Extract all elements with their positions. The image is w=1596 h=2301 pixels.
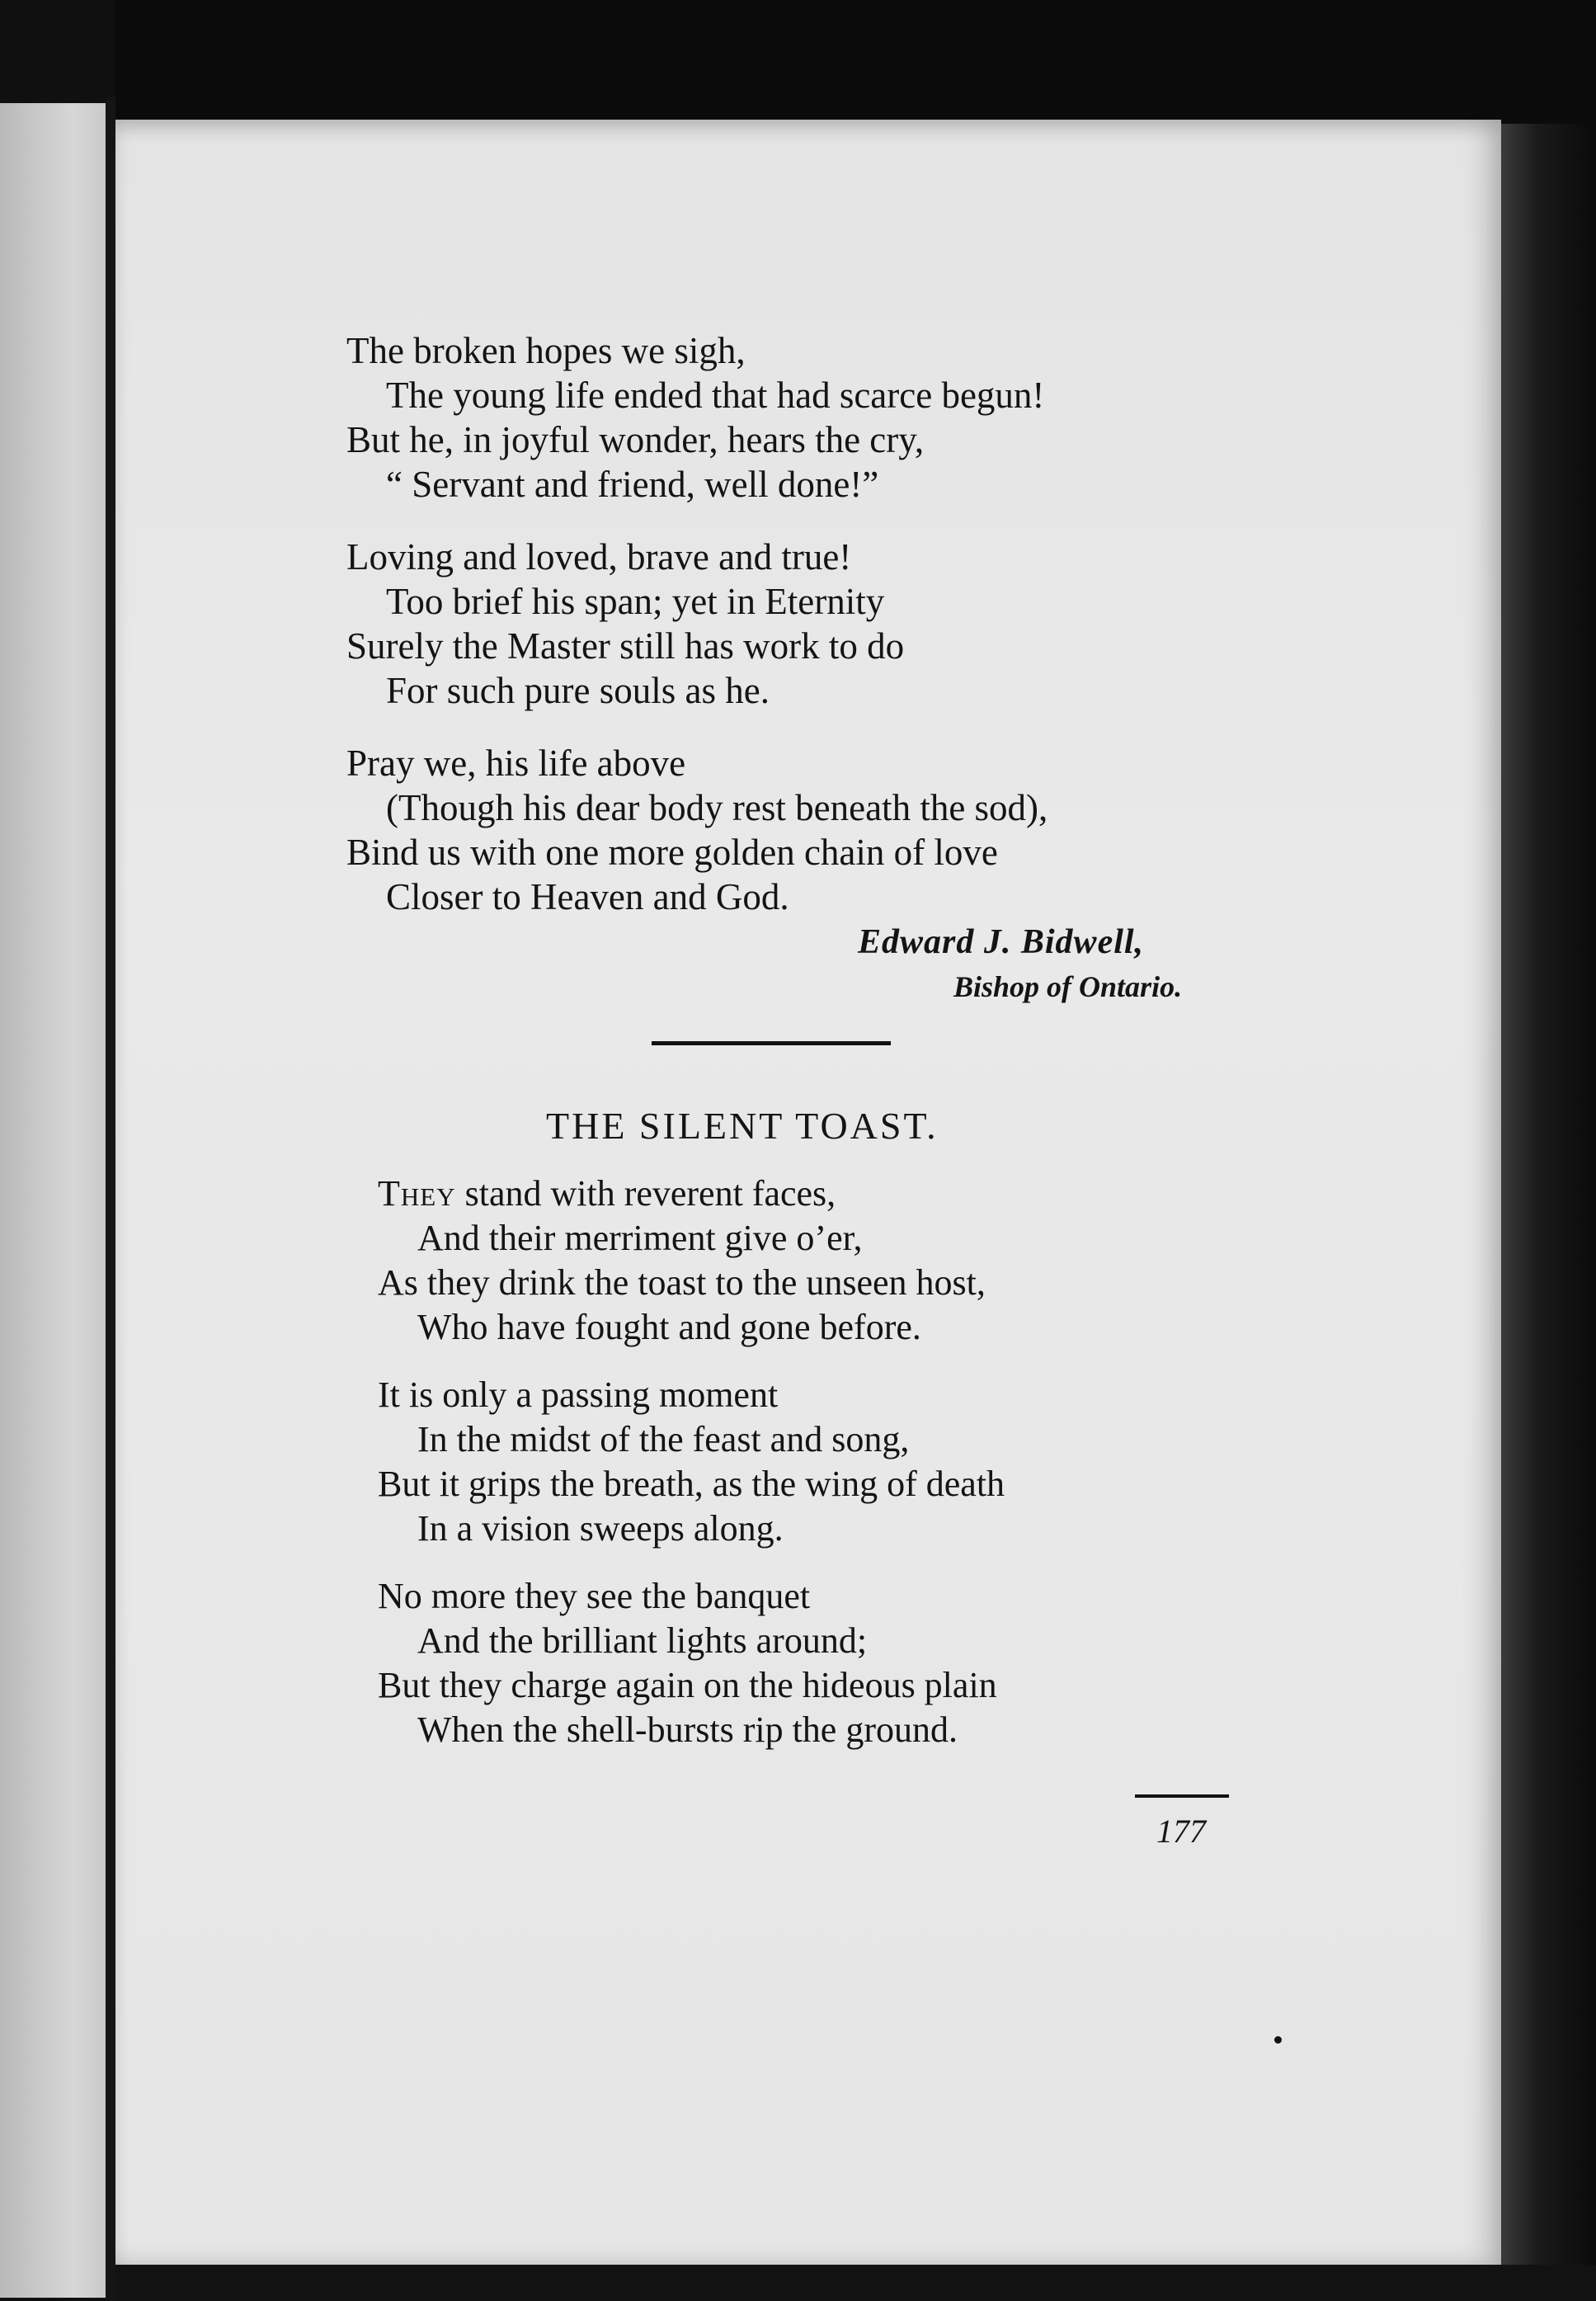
verse-line: As they drink the toast to the unseen host, xyxy=(378,1262,986,1303)
author-name: Edward J. Bidwell, xyxy=(858,923,1145,961)
page-number: 177 xyxy=(1156,1813,1206,1850)
verse-line: (Though his dear body rest beneath the sod), xyxy=(386,787,1048,828)
stanza-break xyxy=(378,1551,1005,1574)
verse-line: In the midst of the feast and song, xyxy=(417,1419,910,1459)
verse-line: When the shell-bursts rip the ground. xyxy=(417,1709,958,1750)
verse-line: For such pure souls as he. xyxy=(386,670,770,711)
first-word: They xyxy=(378,1173,456,1214)
author-title: Bishop of Ontario. xyxy=(953,970,1183,1003)
book-gutter xyxy=(106,97,115,2301)
verse-line-rest: stand with reverent faces, xyxy=(455,1173,836,1214)
verse-line: Too brief his span; yet in Eternity xyxy=(386,581,885,622)
verse-line: The broken hopes we sigh, xyxy=(346,330,746,371)
poem-title: THE SILENT TOAST. xyxy=(546,1105,939,1147)
verse-line: But they charge again on the hideous plain xyxy=(378,1665,997,1705)
scan-background-bottom xyxy=(115,2265,1596,2301)
facing-page-edge xyxy=(0,103,106,2298)
verse-line: Bind us with one more golden chain of love xyxy=(346,832,998,873)
verse-line xyxy=(378,1172,1005,1216)
verse-line: Who have fought and gone before. xyxy=(417,1307,921,1347)
verse-line: But it grips the breath, as the wing of death xyxy=(378,1464,1005,1504)
footer-rule xyxy=(1135,1794,1229,1798)
verse-line: Loving and loved, brave and true! xyxy=(346,536,852,578)
verse-line: The young life ended that had scarce begun! xyxy=(386,375,1045,416)
page-edge-right xyxy=(1501,124,1596,2301)
scan-speck xyxy=(1274,2036,1282,2044)
verse-line: And the brilliant lights around; xyxy=(417,1620,868,1661)
stanza-break xyxy=(378,1350,1005,1373)
verse-line: But he, in joyful wonder, hears the cry, xyxy=(346,419,925,460)
section-divider xyxy=(652,1041,891,1045)
stanza-break xyxy=(346,507,1048,535)
verse-line: And their merriment give o’er, xyxy=(417,1218,863,1258)
verse-line: Closer to Heaven and God. xyxy=(386,876,789,917)
stanza-break xyxy=(346,713,1048,741)
poem-two xyxy=(378,1172,1005,1752)
verse-line: In a vision sweeps along. xyxy=(417,1508,784,1549)
verse-line: Surely the Master still has work to do xyxy=(346,625,905,667)
verse-line: It is only a passing moment xyxy=(378,1374,779,1415)
verse-line: No more they see the banquet xyxy=(378,1576,811,1616)
verse-line: “ Servant and friend, well done!” xyxy=(386,464,879,505)
verse-line: Pray we, his life above xyxy=(346,743,686,784)
poem-one xyxy=(346,328,1048,919)
